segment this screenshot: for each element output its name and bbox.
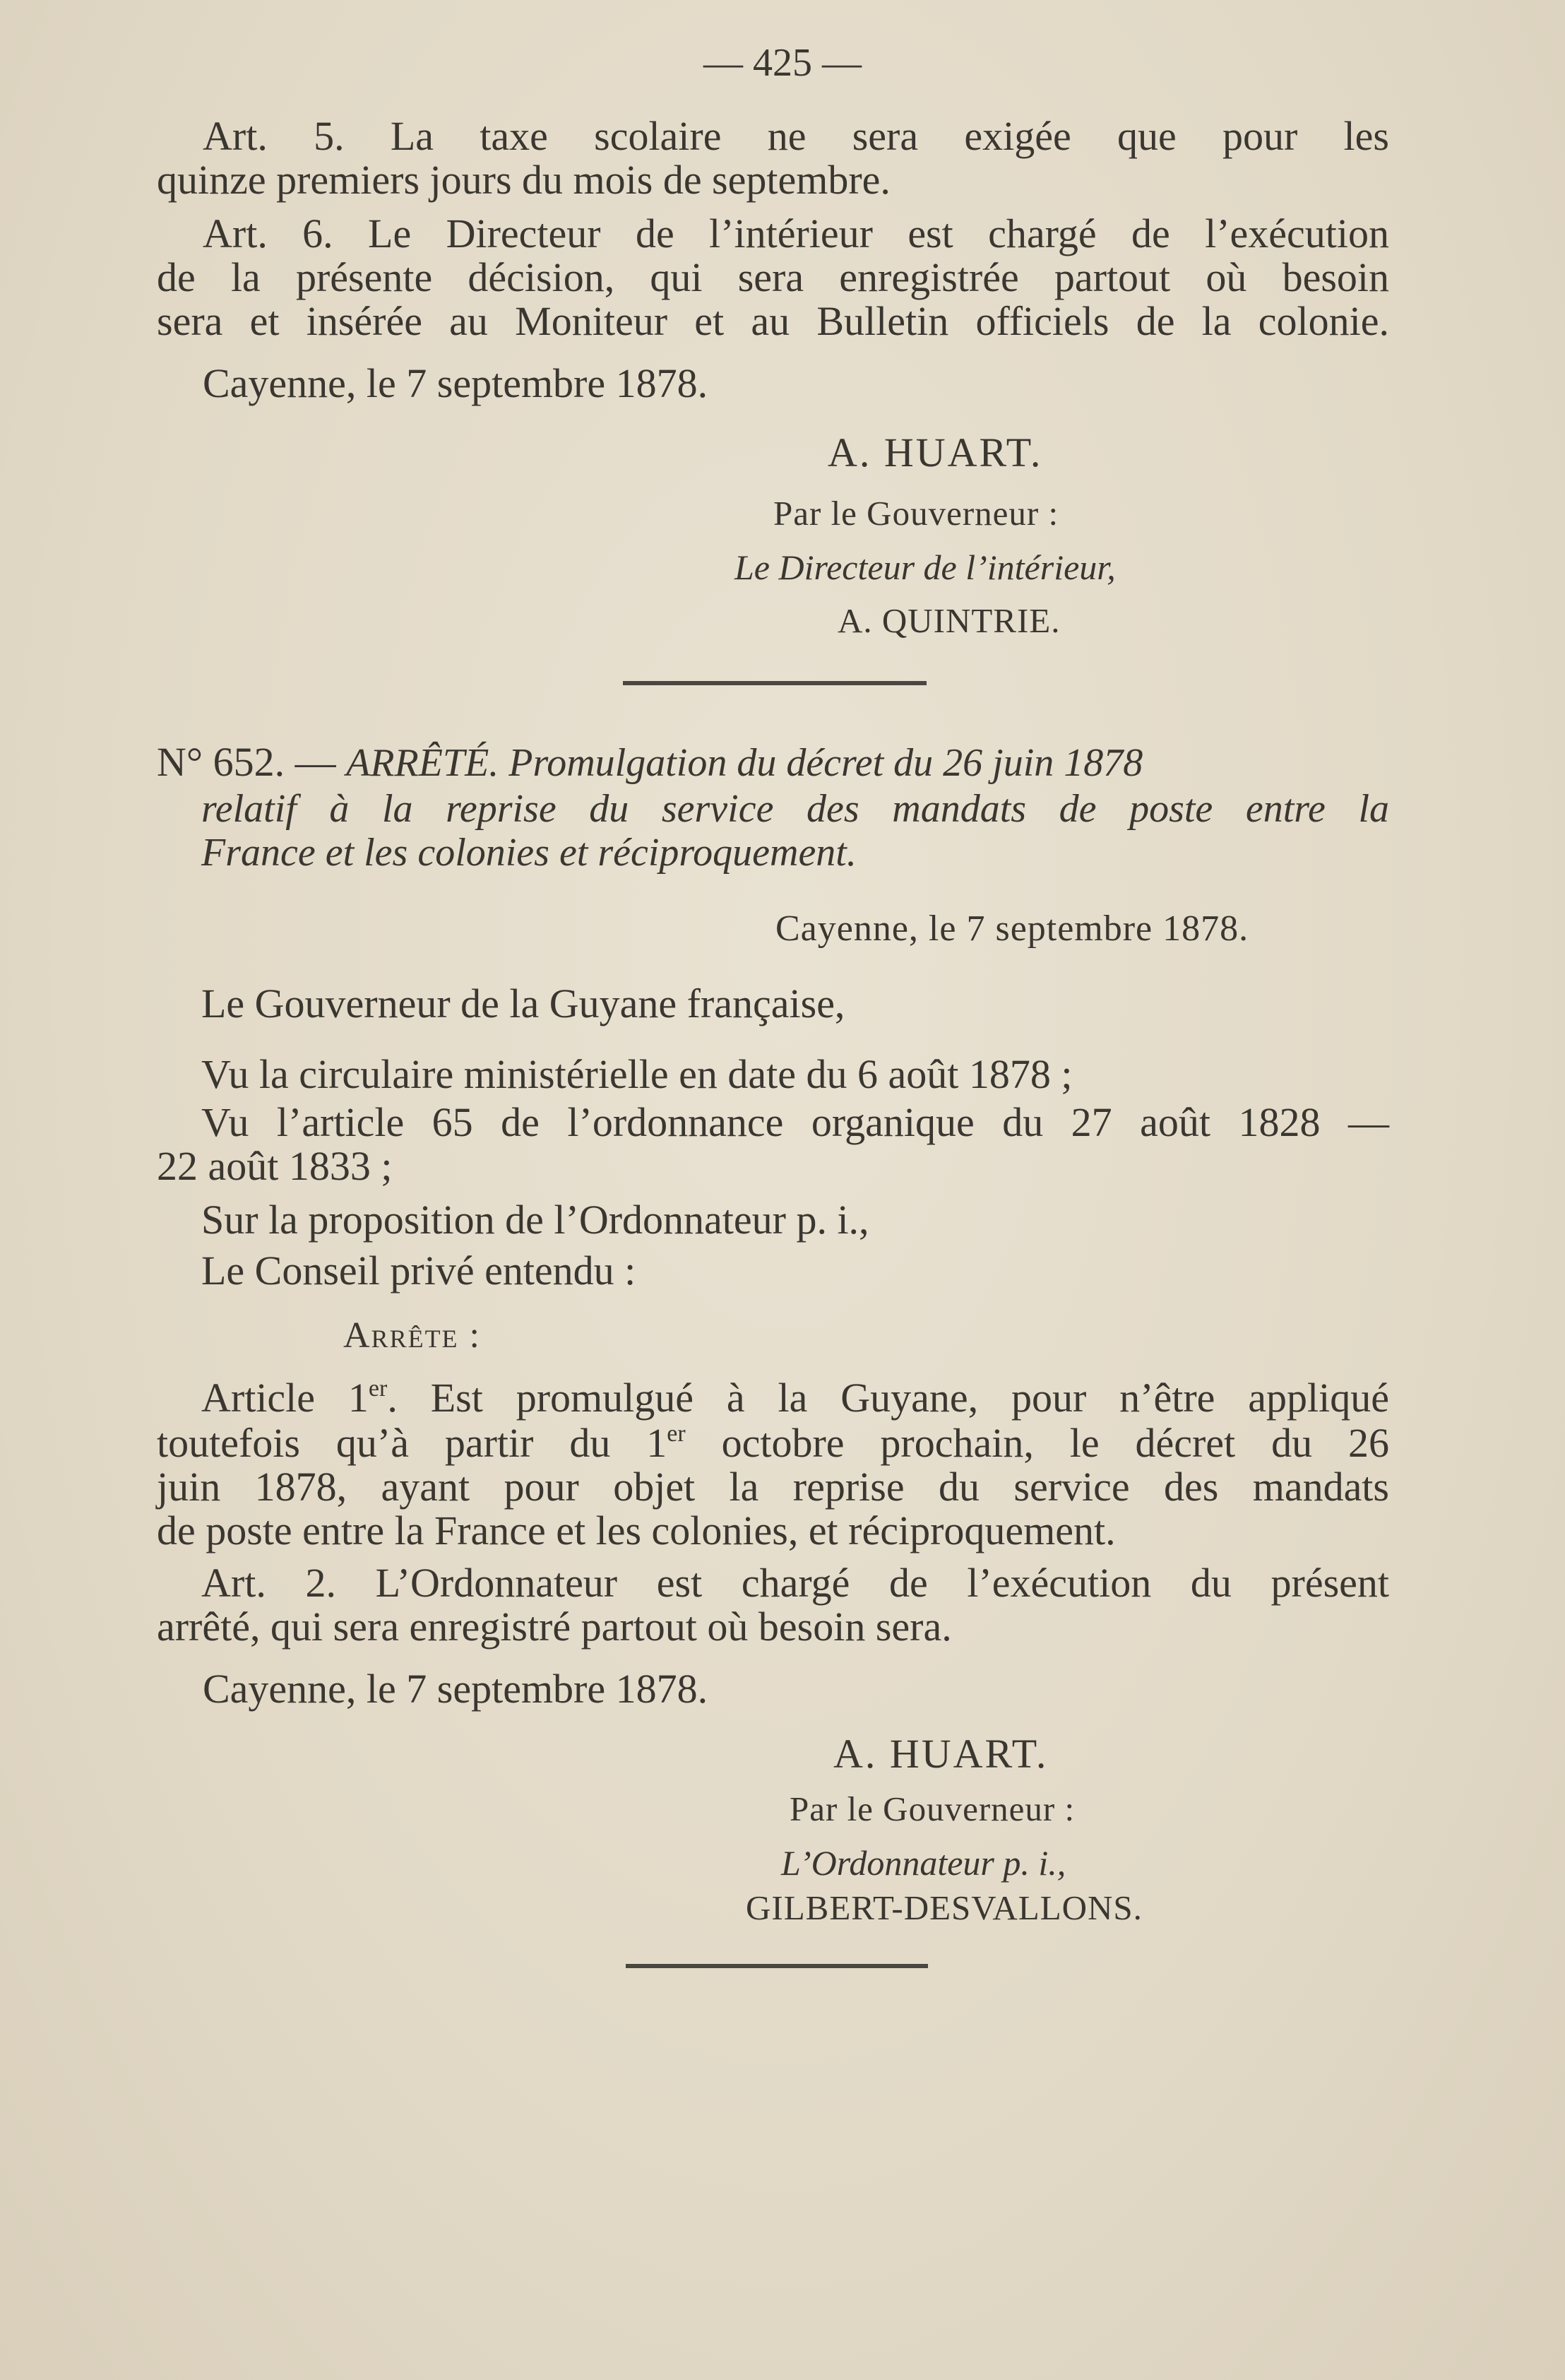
by-governor-2: Par le Gouverneur :: [790, 1789, 1076, 1828]
date-line-1: Cayenne, le 7 septembre 1878.: [203, 360, 708, 406]
article1-sup: er: [368, 1375, 388, 1402]
article2-line1: Art. 2. L’Ordonnateur est chargé de l’exécution du présent: [201, 1560, 1389, 1606]
arrete-heading: Arrête :: [343, 1315, 481, 1356]
decree-heading-line3: France et les colonies et réciproquement.: [201, 831, 857, 875]
ordonnateur-name: GILBERT-DESVALLONS.: [746, 1888, 1143, 1927]
date-line-2: Cayenne, le 7 septembre 1878.: [203, 1666, 708, 1712]
decree-number: N° 652. —: [157, 739, 336, 785]
conseil-prive: Le Conseil privé entendu :: [201, 1248, 636, 1293]
separator-rule-1: [623, 681, 927, 685]
vu-article-line2: 22 août 1833 ;: [157, 1143, 393, 1189]
article1-line2-b: octobre prochain, le décret du 26: [685, 1420, 1389, 1466]
decree-title-start: ARRÊTÉ. Promulgation du décret du 26 juin 1878: [346, 741, 1143, 785]
governor-intro: Le Gouverneur de la Guyane française,: [201, 981, 845, 1026]
decree-heading-line1: [157, 740, 1389, 785]
vu-article-line1: Vu l’article 65 de l’ordonnance organique du 27 août 1828 —: [201, 1099, 1389, 1145]
article1-line2-a: toutefois qu’à partir du 1: [157, 1420, 667, 1466]
article1-line2: [157, 1421, 1389, 1465]
art6-line3: sera et insérée au Moniteur et au Bulletin officiels de la colonie.: [157, 298, 1389, 344]
director-name: A. QUINTRIE.: [838, 601, 1061, 640]
signer-1: A. HUART.: [828, 430, 1043, 475]
article1-line4: de poste entre la France et les colonies, et réciproquement.: [157, 1508, 1116, 1553]
sur-proposition: Sur la proposition de l’Ordonnateur p. i.,: [201, 1197, 869, 1243]
signer-2: A. HUART.: [833, 1731, 1049, 1777]
art5-line1: Art. 5. La taxe scolaire ne sera exigée que pour les: [203, 113, 1389, 159]
page-number: — 425 —: [703, 41, 862, 85]
separator-rule-2: [626, 1964, 928, 1968]
art6-line1: Art. 6. Le Directeur de l’intérieur est chargé de l’exécution: [203, 211, 1389, 256]
decree-heading-line2: relatif à la reprise du service des mandats de poste entre la: [201, 787, 1389, 831]
vu-circulaire: Vu la circulaire ministérielle en date du 6 août 1878 ;: [201, 1051, 1073, 1097]
director-title: Le Directeur de l’intérieur,: [734, 547, 1116, 587]
article2-line2: arrêté, qui sera enregistré partout où besoin sera.: [157, 1604, 952, 1650]
ordonnateur-title: L’Ordonnateur p. i.,: [781, 1843, 1066, 1883]
article1-line1: [201, 1376, 1389, 1420]
article1-line1-text: . Est promulgué à la Guyane, pour n’être appliqué: [387, 1375, 1390, 1421]
article1-lead: Article 1: [201, 1375, 369, 1421]
article1-line3: juin 1878, ayant pour objet la reprise du service des mandats: [157, 1464, 1389, 1510]
by-governor-1: Par le Gouverneur :: [773, 494, 1059, 533]
decree-dateline: Cayenne, le 7 septembre 1878.: [775, 908, 1249, 949]
art6-line2: de la présente décision, qui sera enregistrée partout où besoin: [157, 254, 1389, 300]
art5-line2: quinze premiers jours du mois de septembre.: [157, 157, 891, 203]
article1-line2-sup: er: [667, 1421, 686, 1447]
